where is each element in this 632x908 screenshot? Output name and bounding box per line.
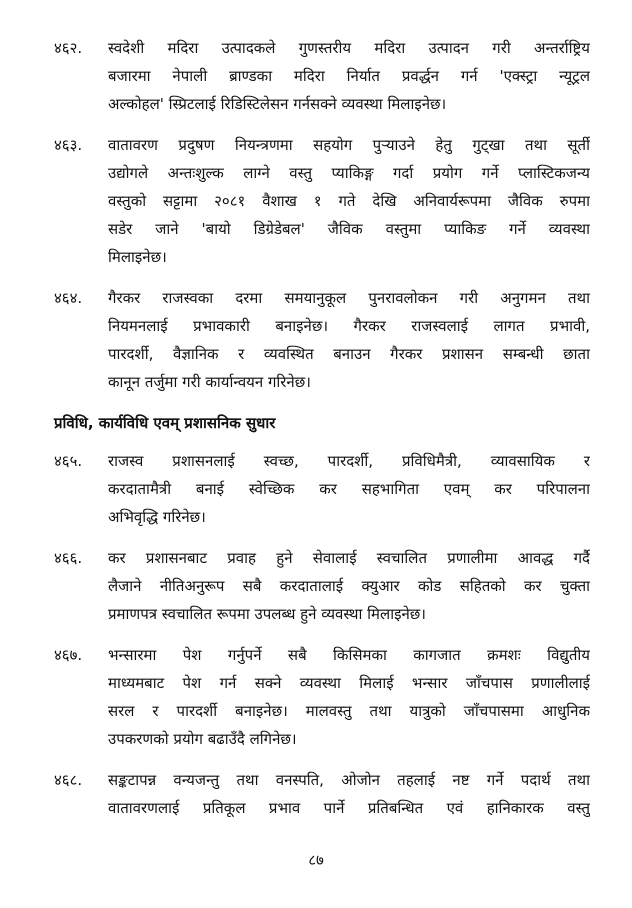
paragraph-number: ४६४. xyxy=(54,289,83,307)
paragraph-number: ४६६. xyxy=(54,549,83,567)
paragraph-line: उद्योगले अन्तःशुल्क लाग्ने वस्तु प्याकिङ्ग गर्दा प्रयोग गर्ने प्लास्टिकजन्य xyxy=(108,164,590,182)
paragraph-line: नियमनलाई प्रभावकारी बनाइनेछ। गैरकर राजस्वलाई लागत प्रभावी, xyxy=(108,317,590,335)
paragraph-line: उपकरणको प्रयोग बढाउँदै लगिनेछ। xyxy=(108,730,297,748)
paragraph-line: प्रमाणपत्र स्वचालित रूपमा उपलब्ध हुने व्यवस्था मिलाइनेछ। xyxy=(108,605,426,623)
paragraph-464 xyxy=(0,284,632,396)
paragraph-line: कर प्रशासनबाट प्रवाह हुने सेवालाई स्वचालित प्रणालीमा आवद्ध गर्दै xyxy=(108,549,590,567)
paragraph-line: वातावरणलाई प्रतिकूल प्रभाव पार्ने प्रतिबन्धित एवं हानिकारक वस्तु xyxy=(108,799,590,817)
paragraph-number: ४६८. xyxy=(54,771,83,789)
paragraph-line: स्वदेशी मदिरा उत्पादकले गुणस्तरीय मदिरा उत्पादन गरी अन्तर्राष्ट्रिय xyxy=(108,39,590,57)
paragraph-line: अभिवृद्धि गरिनेछ। xyxy=(108,508,206,526)
paragraph-number: ४६७. xyxy=(54,646,83,664)
paragraph-line: मिलाइनेछ। xyxy=(108,248,167,266)
paragraph-468 xyxy=(0,766,632,822)
paragraph-number: ४६५. xyxy=(54,452,83,470)
paragraph-465 xyxy=(0,447,632,531)
paragraph-line: भन्सारमा पेश गर्नुपर्ने सबै किसिमका कागजात क्रमशः विद्युतीय xyxy=(108,646,590,664)
paragraph-466 xyxy=(0,544,632,628)
paragraph-line: करदातामैत्री बनाई स्वेच्छिक कर सहभागिता एवम् कर परिपालना xyxy=(108,480,590,498)
paragraph-number: ४६३. xyxy=(54,136,83,154)
paragraph-line: माध्यमबाट पेश गर्न सक्ने व्यवस्था मिलाई भन्सार जाँचपास प्रणालीलाई xyxy=(108,674,590,692)
paragraph-line: वातावरण प्रदुषण नियन्त्रणमा सहयोग पुर्‍याउने हेतु गुट्खा तथा सूर्ती xyxy=(108,136,590,154)
paragraph-line: वस्तुको सट्टामा २०८१ वैशाख १ गते देखि अनिवार्यरूपमा जैविक रुपमा xyxy=(108,192,590,210)
paragraph-line: बजारमा नेपाली ब्राण्डका मदिरा निर्यात प्रवर्द्धन गर्न 'एक्स्ट्रा न्यूट्रल xyxy=(108,67,590,85)
paragraph-462 xyxy=(0,34,632,118)
paragraph-line: पारदर्शी, वैज्ञानिक र व्यवस्थित बनाउन गैरकर प्रशासन सम्बन्धी छाता xyxy=(108,345,590,363)
paragraph-line: अल्कोहल' स्प्रिटलाई रिडिस्टिलेसन गर्नसक्ने व्यवस्था मिलाइनेछ। xyxy=(108,95,447,113)
paragraph-number: ४६२. xyxy=(54,39,83,57)
paragraph-line: सडेर जाने 'बायो डिग्रेडेबल' जैविक वस्तुमा प्याकिङ गर्ने व्यवस्था xyxy=(108,220,590,238)
page-content xyxy=(0,34,632,835)
paragraph-line: कानून तर्जुमा गरी कार्यान्वयन गरिनेछ। xyxy=(108,373,311,391)
paragraph-467 xyxy=(0,641,632,753)
section-heading: प्रविधि, कार्यविधि एवम् प्रशासनिक सुधार xyxy=(54,414,276,432)
paragraph-line: गैरकर राजस्वका दरमा समयानुकूल पुनरावलोकन गरी अनुगमन तथा xyxy=(108,289,590,307)
paragraph-line: सङ्कटापन्न वन्यजन्तु तथा वनस्पति, ओजोन तहलाई नष्ट गर्ने पदार्थ तथा xyxy=(108,771,590,789)
paragraph-line: लैजाने नीतिअनुरूप सबै करदातालाई क्युआर कोड सहितको कर चुक्ता xyxy=(108,577,590,595)
paragraph-463 xyxy=(0,131,632,271)
paragraph-line: सरल र पारदर्शी बनाइनेछ। मालवस्तु तथा यात्रुको जाँचपासमा आधुनिक xyxy=(108,702,590,720)
paragraph-line: राजस्व प्रशासनलाई स्वच्छ, पारदर्शी, प्रविधिमैत्री, व्यावसायिक र xyxy=(108,452,590,470)
page-number: ८७ xyxy=(308,851,324,869)
